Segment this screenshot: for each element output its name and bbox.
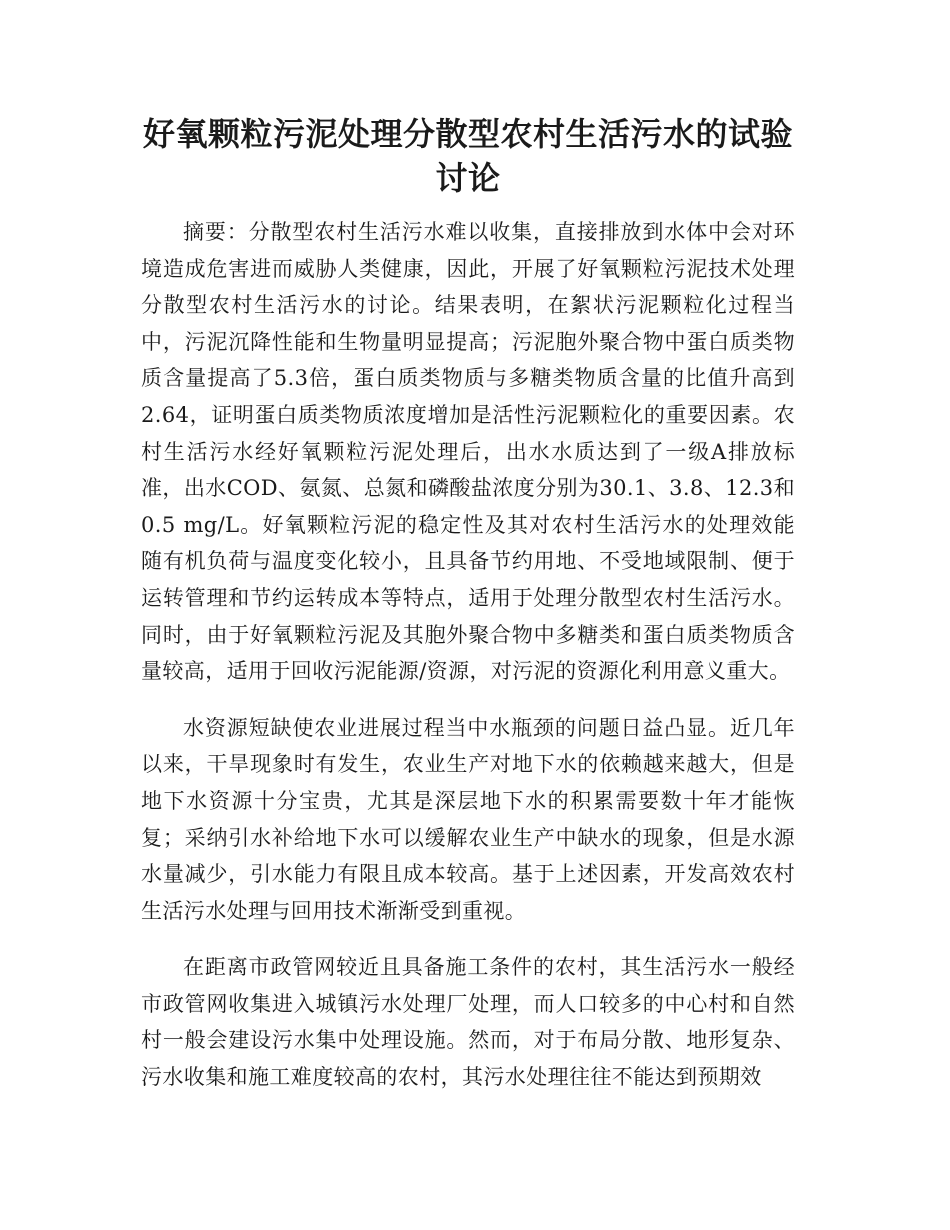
body-paragraph-1: 水资源短缺使农业进展过程当中水瓶颈的问题日益凸显。近几年以来，干旱现象时有发生，农业生产对地下水的依赖越来越大，但是地下水资源十分宝贵，尤其是深层地下水的积累需要数十年才能恢复；采纳引水补给地下水可以缓解农业生产中缺水的现象，但是水源水量减少，引水能力有限且成本较高。基于上述因素，开发高效农村生活污水处理与回用技术渐渐受到重视。	[141, 715, 795, 923]
document-page	[141, 112, 795, 1116]
document-title: 好氧颗粒污泥处理分散型农村生活污水的试验讨论	[142, 115, 793, 197]
abstract-paragraph: 摘要：分散型农村生活污水难以收集，直接排放到水体中会对环境造成危害进而威胁人类健康，因此，开展了好氧颗粒污泥技术处理分散型农村生活污水的讨论。结果表明，在絮状污泥颗粒化过程当中，污泥沉降性能和生物量明显提高；污泥胞外聚合物中蛋白质类物质含量提高了5.3倍，蛋白质类物质与多糖类物质含量的比值升高到2.64，证明蛋白质类物质浓度增加是活性污泥颗粒化的重要因素。农村生活污水经好氧颗粒污泥处理后，出水水质达到了一级A排放标准，出水COD、氨氮、总氮和磷酸盐浓度分别为30.1、3.8、12.3和0.5 mg/L。好氧颗粒污泥的稳定性及其对农村生活污水的处理效能随有机负荷与温度变化较小，且具备节约用地、不受地域限制、便于运转管理和节约运转成本等特点，适用于处理分散型农村生活污水。同时，由于好氧颗粒污泥及其胞外聚合物中多糖类和蛋白质类物质含量较高，适用于回收污泥能源/资源，对污泥的资源化利用意义重大。	[141, 220, 795, 684]
body-paragraph-2: 在距离市政管网较近且具备施工条件的农村，其生活污水一般经市政管网收集进入城镇污水处理厂处理，而人口较多的中心村和自然村一般会建设污水集中处理设施。然而，对于布局分散、地形复杂、污水收集和施工难度较高的农村，其污水处理往往不能达到预期效	[141, 955, 795, 1090]
